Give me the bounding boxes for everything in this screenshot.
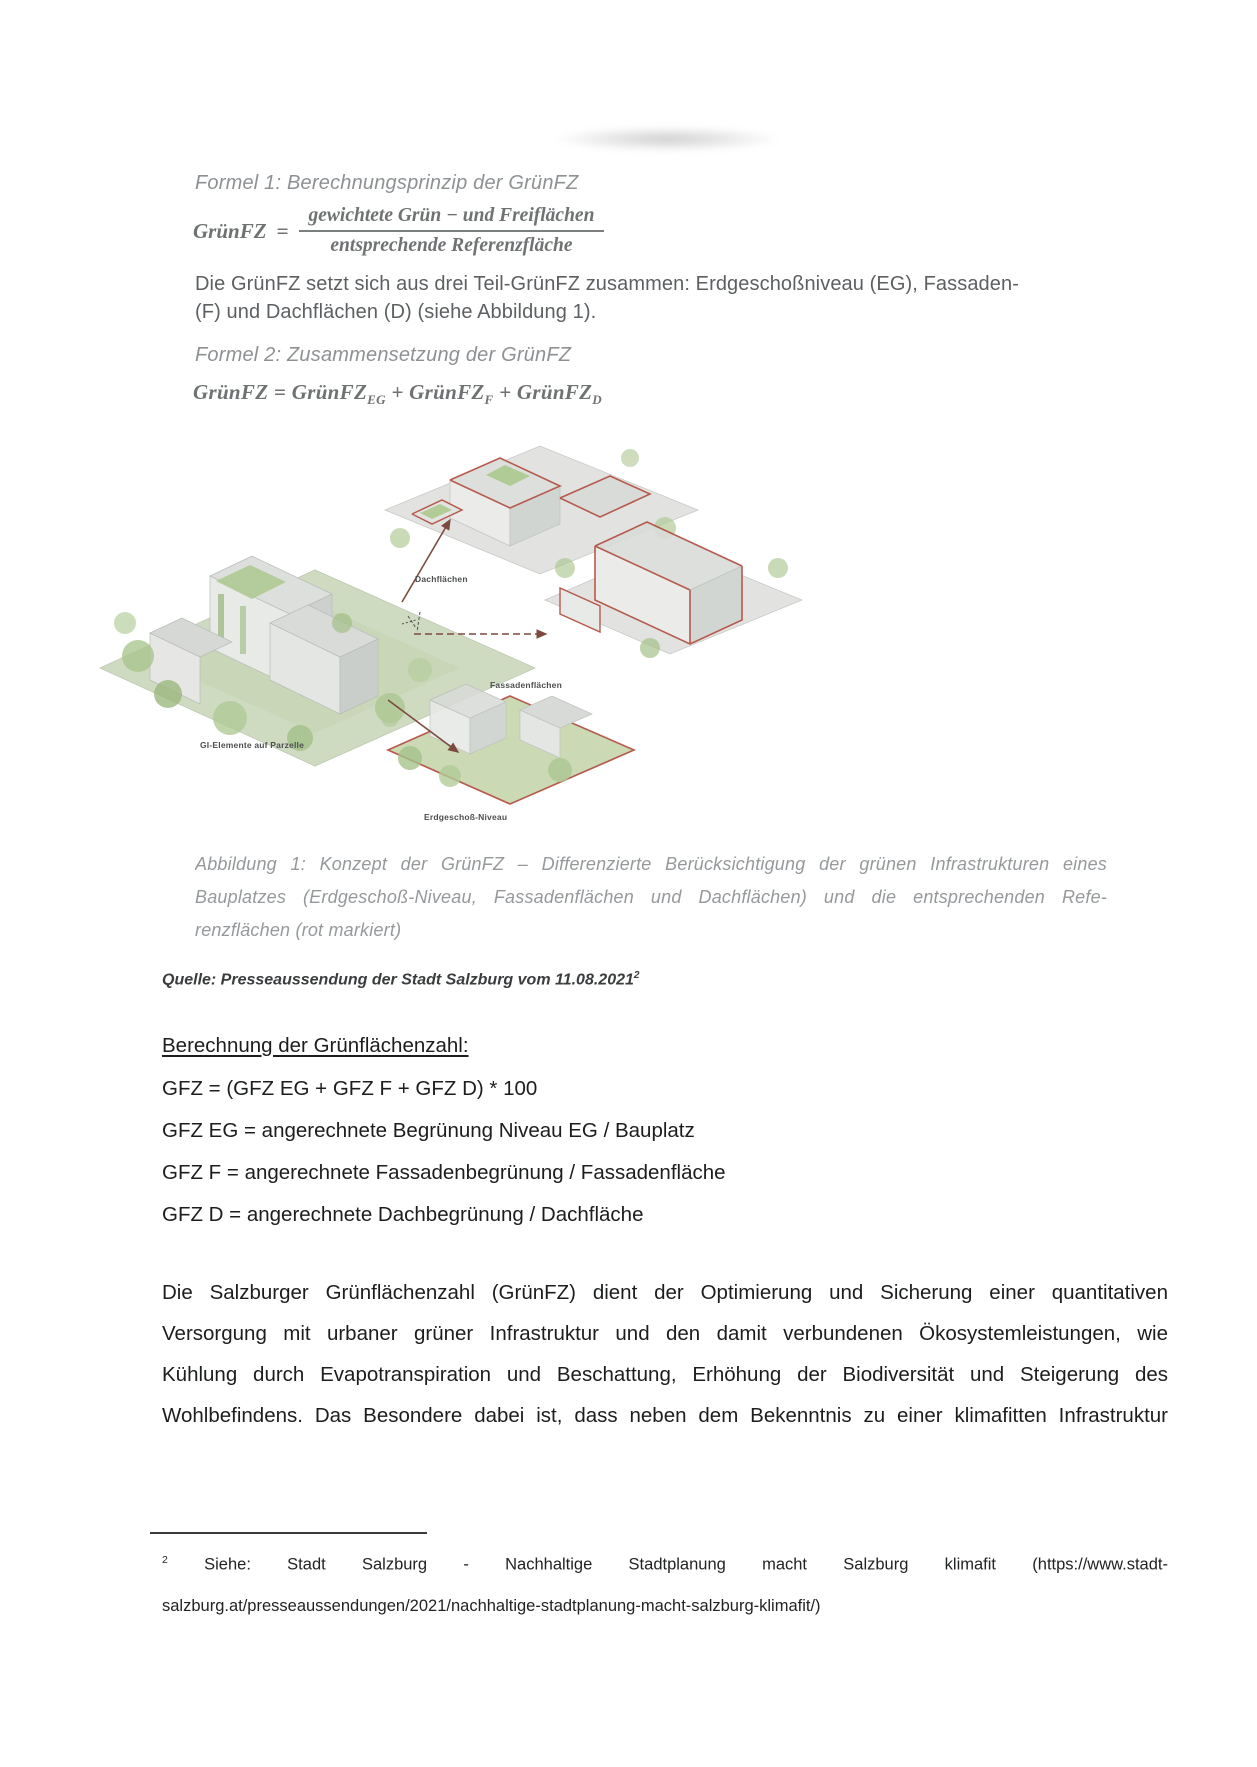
figure-caption-line-3: renzflächen (rot markiert) (195, 920, 402, 940)
figure-caption-line-2: Bauplatzes (Erdgeschoß-Niveau, Fassadenflächen und Dachflächen) und die entsprechenden Refe- (195, 887, 1107, 907)
figure-caption-line-1: Abbildung 1: Konzept der GrünFZ – Differenzierte Berücksichtigung der grünen Infrastrukturen eines (195, 854, 1107, 874)
body-line-4: Wohlbefindens. Das Besondere dabei ist, dass neben dem Bekenntnis zu einer klimafitten Infrastruktur (162, 1404, 1168, 1427)
footnote (162, 1540, 1168, 1627)
formel2-term-f: GrünFZ$_F$ (409, 380, 494, 408)
intro-line-2: (F) und Dachflächen (D) (siehe Abbildung 1). (195, 301, 597, 323)
intro-paragraph (195, 270, 1110, 326)
footnote-marker: 2 (162, 1554, 168, 1566)
footnote-line-1: $^2$ Siehe: Stadt Salzburg - Nachhaltige Stadtplanung macht Salzburg klimafit (https://www.stadt- (162, 1554, 1168, 1574)
scan-artifact (552, 126, 782, 152)
figure-label-parcel: GI-Elemente auf Parzelle (200, 740, 305, 750)
calc-line-gfz-f: GFZ F = angerechnete Fassadenbegrünung / Fassadenfläche (162, 1161, 726, 1184)
calc-line-gfz-eg: GFZ EG = angerechnete Begrünung Niveau EG / Bauplatz (162, 1119, 695, 1142)
body-line-2: Versorgung mit urbaner grüner Infrastruktur und den damit verbundenen Ökosystemleistungen, wie (162, 1322, 1168, 1345)
formel2-caption: Formel 2: Zusammensetzung der GrünFZ (195, 344, 572, 366)
formel2-plus-2: + (499, 380, 512, 404)
formel1-caption: Formel 1: Berechnungsprinzip der GrünFZ (195, 172, 579, 194)
figure-label-facade: Fassadenflächen (490, 680, 562, 690)
formel2-term-d: GrünFZ$_D$ (516, 380, 602, 408)
formel2-term-eg: GrünFZ$_{EG}$ (291, 380, 386, 408)
formel1-numerator: gewichtete Grün − und Freiflächen (299, 204, 605, 232)
body-line-1: Die Salzburger Grünflächenzahl (GrünFZ) dient der Optimierung und Sicherung einer quantitativen (162, 1281, 1168, 1304)
formel1-equation (193, 204, 604, 258)
figure-illustration (90, 418, 810, 830)
intro-line-1: Die GrünFZ setzt sich aus drei Teil-GrünFZ zusammen: Erdgeschoßniveau (EG), Fassaden- (195, 273, 1019, 295)
formel1-fraction (299, 204, 605, 258)
formel2-plus-1: + (391, 380, 404, 404)
figure-source: Quelle: Presseaussendung der Stadt Salzburg vom 11.08.2021$^2$ (162, 970, 640, 989)
arrow-to-roof (402, 520, 450, 602)
formel1-denominator: entsprechende Referenzfläche (330, 235, 573, 256)
formel2-lhs: GrünFZ (193, 380, 269, 404)
formel1-lhs: GrünFZ (193, 218, 267, 243)
calc-line-gfz: GFZ = (GFZ EG + GFZ F + GFZ D) * 100 (162, 1077, 538, 1100)
formel2-equation (193, 380, 602, 408)
formel1-equals: = (276, 218, 289, 243)
figure-label-roof: Dachflächen (415, 574, 468, 584)
calc-line-gfz-d: GFZ D = angerechnete Dachbegrünung / Dachfläche (162, 1203, 644, 1226)
footnote-line-2: salzburg.at/presseaussendungen/2021/nachhaltige-stadtplanung-macht-salzburg-klimafit/) (162, 1596, 821, 1615)
source-footnote-ref: 2 (633, 970, 640, 981)
calculation-heading: Berechnung der Grünflächenzahl: (162, 1034, 469, 1057)
figure-label-ground: Erdgeschoß-Niveau (424, 812, 508, 822)
formel2-equals: = (273, 380, 287, 404)
calculation-lines (162, 1068, 726, 1236)
figure-caption (195, 848, 1107, 947)
footnote-separator (150, 1532, 427, 1534)
body-paragraph (162, 1272, 1168, 1436)
body-line-3: Kühlung durch Evapotranspiration und Beschattung, Erhöhung der Biodiversität und Steigerung des (162, 1363, 1168, 1386)
